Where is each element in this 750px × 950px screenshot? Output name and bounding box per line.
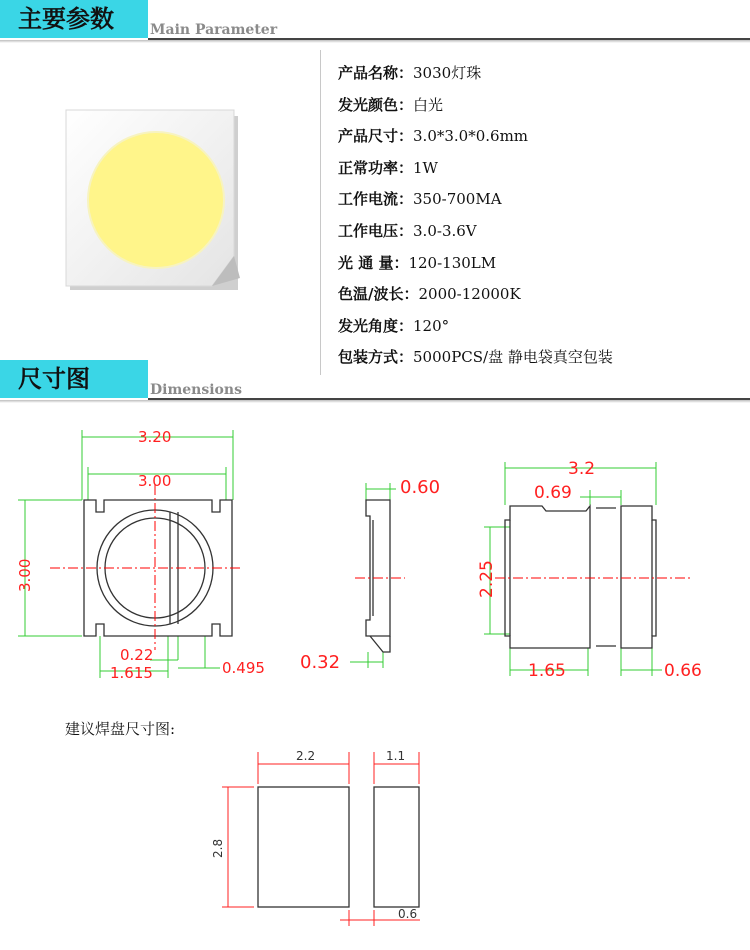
dim-text: 2.2	[296, 749, 316, 763]
section-title: 主要参数	[0, 0, 148, 38]
dim-text: 3.20	[138, 428, 172, 446]
param-value: 3.0*3.0*0.6mm	[413, 127, 529, 146]
param-row	[338, 94, 613, 126]
pad-small	[374, 787, 419, 907]
header-shadow	[0, 40, 750, 43]
param-value: 3030灯珠	[413, 64, 482, 82]
param-row	[338, 315, 613, 347]
dim-text: 0.495	[222, 659, 265, 677]
led-chip-image	[64, 108, 244, 298]
param-value: 5000PCS/盘 静电袋真空包装	[413, 348, 613, 367]
dim-text: 0.69	[534, 483, 572, 503]
dim-text: 3.00	[138, 472, 172, 490]
param-key: 发光角度：	[338, 316, 414, 335]
pad-large	[258, 787, 349, 907]
param-key: 色温/波长：	[338, 285, 419, 304]
param-value: 白光	[413, 95, 444, 114]
parameter-list	[338, 62, 613, 378]
param-row	[338, 220, 613, 252]
param-row	[338, 62, 613, 94]
param-key: 光 通 量：	[338, 253, 409, 272]
param-value: 1W	[413, 158, 438, 177]
dimension-drawing	[0, 405, 750, 950]
main-parameter-header	[0, 0, 750, 42]
dimensions-header	[0, 360, 750, 402]
param-key: 工作电压：	[338, 221, 414, 240]
param-row	[338, 188, 613, 220]
dim-text: 0.60	[400, 477, 441, 498]
param-value: 120°	[413, 316, 450, 335]
dim-text: 0.6	[398, 907, 418, 921]
param-key: 产品尺寸：	[338, 127, 414, 146]
param-value: 350-700MA	[413, 190, 502, 209]
param-key: 包装方式：	[338, 348, 414, 367]
section-subtitle: Dimensions	[150, 382, 242, 398]
dim-text: 2.25	[477, 560, 497, 598]
param-key: 发光颜色：	[338, 95, 414, 114]
dim-text: 0.32	[300, 652, 341, 673]
param-row	[338, 252, 613, 284]
param-value: 2000-12000K	[418, 285, 521, 304]
pad-size-label: 建议焊盘尺寸图:	[65, 720, 176, 738]
param-value: 120-130LM	[408, 253, 497, 272]
param-value: 3.0-3.6V	[413, 221, 477, 240]
param-row	[338, 283, 613, 315]
dim-text: 1.65	[528, 661, 566, 681]
dim-text: 2.8	[211, 838, 225, 858]
dim-text: 0.66	[664, 661, 702, 681]
column-divider	[320, 50, 321, 375]
param-row	[338, 157, 613, 189]
param-key: 正常功率：	[338, 158, 414, 177]
param-key: 产品名称：	[338, 64, 414, 82]
param-row	[338, 125, 613, 157]
dim-text: 1.1	[386, 749, 406, 763]
dim-text: 3.2	[568, 459, 596, 479]
dim-text: 0.22	[120, 646, 154, 664]
header-shadow	[0, 400, 750, 403]
section-title: 尺寸图	[0, 360, 148, 398]
section-subtitle: Main Parameter	[150, 22, 278, 38]
dim-text: 3.00	[16, 558, 34, 592]
dim-text: 1.615	[110, 664, 153, 682]
param-key: 工作电流：	[338, 190, 414, 209]
